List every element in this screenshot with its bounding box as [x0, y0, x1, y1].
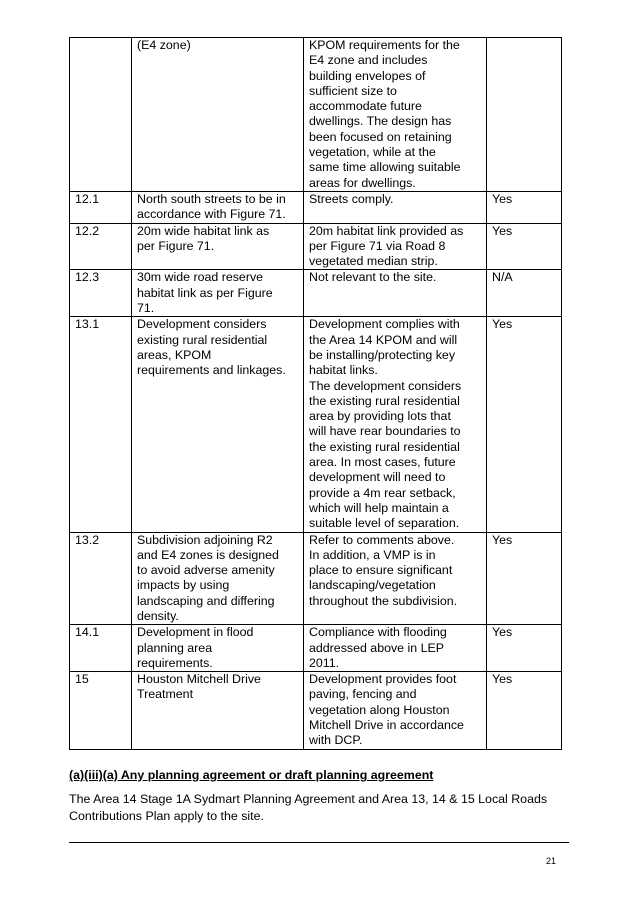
complies-value: Yes — [487, 625, 562, 672]
complies-value: N/A — [487, 270, 562, 317]
clause-ref: 13.2 — [70, 532, 132, 625]
complies-value: Yes — [487, 672, 562, 749]
clause-ref: 13.1 — [70, 317, 132, 532]
table-row — [70, 317, 562, 532]
table-row — [70, 223, 562, 270]
clause-ref — [70, 38, 132, 192]
requirement-text: Houston Mitchell Drive Treatment — [132, 672, 304, 749]
table-row — [70, 625, 562, 672]
response-text: Streets comply. — [304, 191, 487, 223]
table-row — [70, 191, 562, 223]
footer-divider — [69, 842, 569, 843]
requirement-text: Development considers existing rural residential areas, KPOM requirements and linkages. — [132, 317, 304, 532]
compliance-table — [69, 37, 562, 750]
requirement-text: North south streets to be in accordance with Figure 71. — [132, 191, 304, 223]
requirement-text: 30m wide road reserve habitat link as per Figure 71. — [132, 270, 304, 317]
page-number: 21 — [546, 856, 557, 866]
complies-value: Yes — [487, 191, 562, 223]
table-row — [70, 672, 562, 749]
section-heading: (a)(iii)(a) Any planning agreement or draft planning agreement — [69, 768, 434, 782]
clause-ref: 12.2 — [70, 223, 132, 270]
section-body: The Area 14 Stage 1A Sydmart Planning Agreement and Area 13, 14 & 15 Local Roads Contributions Plan apply to the site. — [69, 792, 548, 823]
response-text: KPOM requirements for the E4 zone and includes building envelopes of sufficient size to accommodate future dwellings. The design has been focused on retaining vegetation, while at the same time allowing suitable areas for dwellings. — [304, 38, 487, 192]
response-text: Development complies with the Area 14 KPOM and will be installing/protecting key habitat links. The development considers the existing rural residential area by providing lots that will have rear boundaries to the existing rural residential area. In most cases, future development will need to provide a 4m rear setback, which will help maintain a suitable level of separation. — [304, 317, 487, 532]
complies-value: Yes — [487, 532, 562, 625]
response-text: Not relevant to the site. — [304, 270, 487, 317]
complies-value: Yes — [487, 223, 562, 270]
requirement-text: Development in flood planning area requirements. — [132, 625, 304, 672]
requirement-text: (E4 zone) — [132, 38, 304, 192]
requirement-text: 20m wide habitat link as per Figure 71. — [132, 223, 304, 270]
complies-value — [487, 38, 562, 192]
response-text: 20m habitat link provided as per Figure 71 via Road 8 vegetated median strip. — [304, 223, 487, 270]
clause-ref: 12.1 — [70, 191, 132, 223]
table-row — [70, 38, 562, 192]
clause-ref: 14.1 — [70, 625, 132, 672]
table-row — [70, 532, 562, 625]
complies-value: Yes — [487, 317, 562, 532]
clause-ref: 12.3 — [70, 270, 132, 317]
response-text: Refer to comments above. In addition, a VMP is in place to ensure significant landscaping/vegetation throughout the subdivision. — [304, 532, 487, 625]
response-text: Development provides foot paving, fencing and vegetation along Houston Mitchell Drive in accordance with DCP. — [304, 672, 487, 749]
requirement-text: Subdivision adjoining R2 and E4 zones is designed to avoid adverse amenity impacts by using landscaping and differing density. — [132, 532, 304, 625]
response-text: Compliance with flooding addressed above in LEP 2011. — [304, 625, 487, 672]
table-row — [70, 270, 562, 317]
clause-ref: 15 — [70, 672, 132, 749]
